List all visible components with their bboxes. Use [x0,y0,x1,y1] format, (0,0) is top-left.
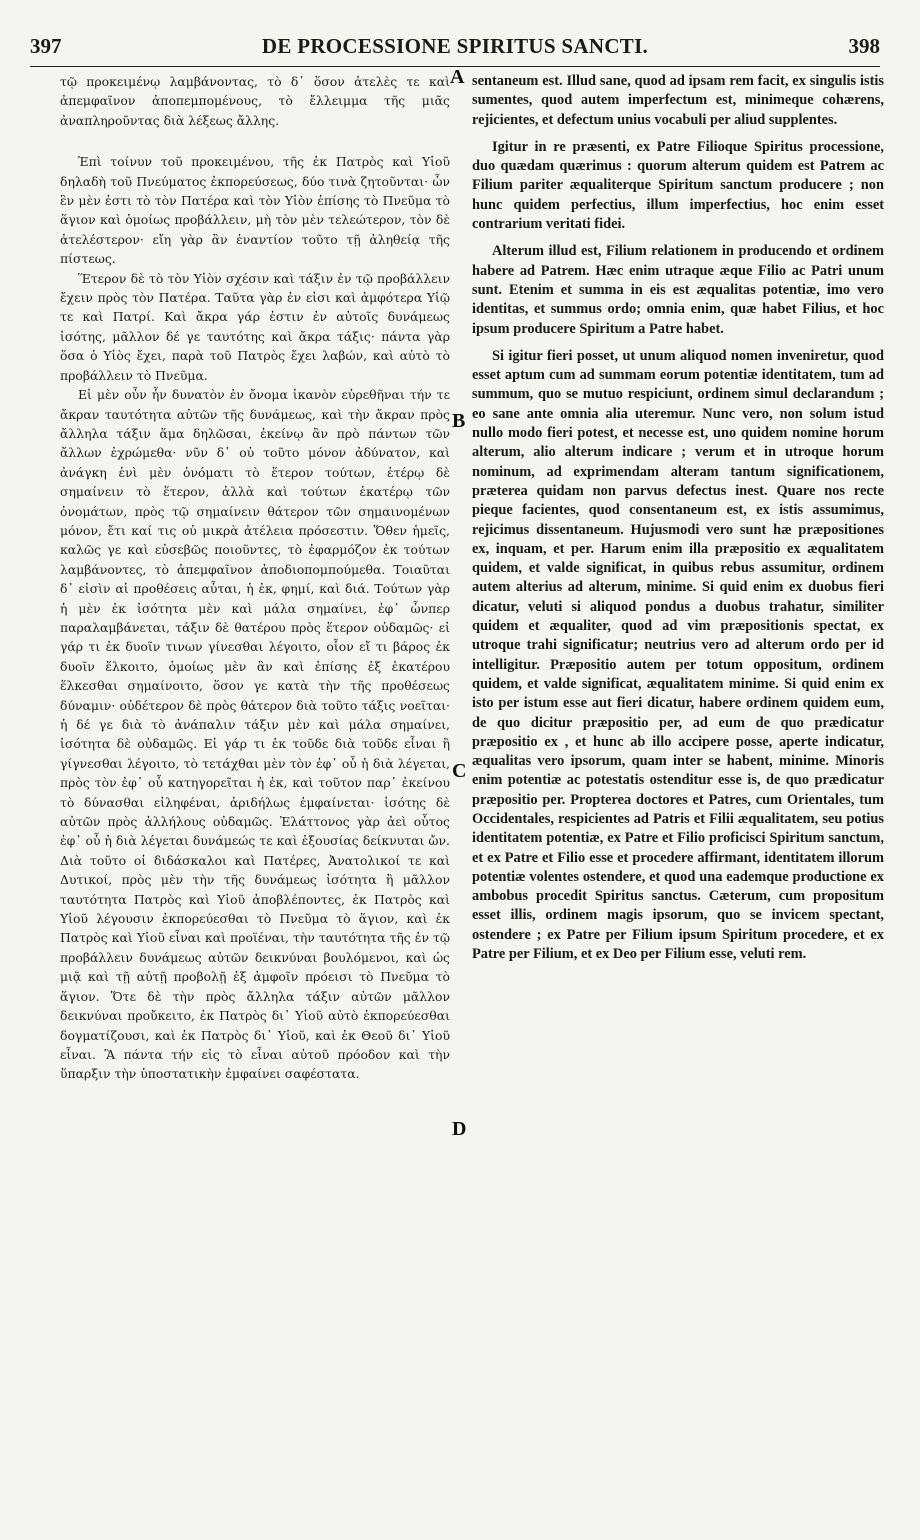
greek-paragraph: τῷ προκειμένῳ λαμβάνοντας, τὸ δ᾽ ὅσον ἀτελὲς τε καὶ ἀπεμφαῖνον ἀποπεμπομένους, τὸ ἔλλειμμα τῆς μιᾶς ἀναπληροῦντας διὰ λέξεως ἄλλης. [60,74,450,128]
latin-paragraph: Alterum illud est, Filium relationem in producendo et ordinem habere ad Patrem. Hæc enim utraque æque Filio ac Patri unum sunt. Etenim et summa in eis est æqualitas potentiæ, imo vero identitas, et summus ordo; omnia enim, quæ habet Filius, et hoc ipsum producere Spiritum a Patre habet. [472,243,884,337]
greek-paragraph: Εἰ μὲν οὖν ἦν δυνατὸν ἐν ὄνομα ἱκανὸν εὑρεθῆναι τήν τε ἄκραν ταυτότητα αὐτῶν τῆς δυνάμεως, καὶ τὴν ἄκραν πρὸς ἄλληλα τάξιν ἅμα δηλῶσαι, ἐκείνῳ ἂν πρὸ πάντων τῶν ἄλλων ἐχρώμεθα· νῦν δ᾽ οὐ τοῦτο μόνον ἀδύνατον, καὶ ἀνάγκη ἑνὶ μὲν ὀνόματι τὸ ἕτερον τούτων, ἑτέρῳ δὲ σημαίνειν τὸ ἕτερον, ἀλλὰ καὶ τούτων ἑκατέρῳ τῶν ὀνομάτων, πρὸς τῷ σημαίνειν θάτερον τῶν σημαινομένων μόνον, ἔτι καί τις οὐ μικρὰ ἀτέλεια πρόσεστιν. Ὅθεν ἡμεῖς, καλῶς γε καὶ εὐσεβῶς ποιοῦντες, τὸ ἐφαρμόζον ἐκ τούτων λαμβάνοντες, τὸ ἀπεμφαῖνον ἀποδιοπομπούμεθα. Τοιαῦται δ᾽ εἰσὶν αἱ προθέσεις αὗται, ἡ ἐκ, φημί, καὶ διά. Τούτων γὰρ ἡ μὲν ἐκ ἰσότητα μὲν καὶ μάλα σημαίνει, ἐφ᾽ ὧνπερ παραλαμβάνεται, τάξιν δὲ θατέρου πρὸς ἕτερον οὐδαμῶς· εἰ γάρ τι ἐκ δυοῖν τινων γίνεσθαι λέγοιτο, οἷον εἴ τι βάρος ἐκ δυοῖν ἕλκοιτο, ὁμοίως μὲν ἂν καὶ ἐπίσης ἐξ ἑκατέρου ἕλκεσθαι σημαίνοιτο, ὅσον γε κατὰ τὴν τῆς προθέσεως δύναμιν· οὐδέτερον δὲ πρὸς θάτερον διὰ τοῦτο τάξις νοεῖται· ἡ δέ γε διὰ τὸ ἀνάπαλιν τάξιν μὲν καὶ μάλα σημαίνει, ἰσότητα δὲ οὐδαμῶς. Εἰ γάρ τι ἐκ τοῦδε διὰ τοῦδε εἶναι ἢ γίγνεσθαι λέγοιτο, τὸ τετάχθαι μὲν τὸν ἐφ᾽ οὗ ἡ διὰ λέγεται, πρὸς τὸν ἐφ᾽ οὗ κατηγορεῖται ἡ ἐκ, καὶ τοῦτον παρ᾽ ἐκείνου τὸ δύνασθαι εἰληφέναι, ἀριδήλως ἐμφαίνεται· ἰσότης δὲ αὐτῶν πρὸς ἀλλήλους οὐδαμῶς. Ἐλάττονος γὰρ ἀεὶ οὗτος ἐφ᾽ οὗ ἡ διὰ λέγεται δυνάμεώς τε καὶ ἐξουσίας δείκνυται ὤν. Διὰ τοῦτο οἱ διδάσκαλοι καὶ Πατέρες, Ἀνατολικοί τε καὶ Δυτικοί, πρὸς μὲν τὴν τῆς δυνάμεως ἰσότητα ἢ μᾶλλον ταυτότητα Πατρὸς καὶ Υἱοῦ ἀποβλέποντες, ἐκ Πατρὸς καὶ Υἱοῦ λέγουσιν ἐκπορεύεσθαι τὸ Πνεῦμα τὸ ἅγιον, καὶ ἐκ Πατρὸς καὶ Υἱοῦ εἶναι καὶ προϊέναι, τὴν ταυτότητα τῆς ἐν τῷ προβάλλειν δυνάμεως αὐτῶν δεικνύναι βουλόμενοι, καὶ ὡς μιᾷ καὶ τῇ αὐτῇ προβολῇ ἐξ ἀμφοῖν πρόεισι τὸ Πνεῦμα τὸ ἅγιον. Ὅτε δὲ τὴν πρὸς ἄλληλα τάξιν αὐτῶν μᾶλλον δεικνύναι προὔκειτο, ἐκ Πατρὸς δι᾽ Υἱοῦ αὐτὸ ἐκπορεύεσθαι δογματίζουσι, καὶ ἐκ Πατρὸς δι᾽ Υἱοῦ, καὶ ἐκ Θεοῦ δι᾽ Υἱοῦ εἶναι. Ἃ πάντα τήν εἰς τὸ εἶναι αὐτοῦ πρόοδον καὶ τὴν ὕπαρξιν τὴν ὑποστατικὴν ἐμφαίνει σαφέστατα. [60,387,450,1082]
greek-paragraph: Ἐπὶ τοίνυν τοῦ προκειμένου, τῆς ἐκ Πατρὸς καὶ Υἱοῦ δηλαδὴ τοῦ Πνεύματος ἐκπορεύσεως, δύο τινὰ ζητοῦνται· ὧν ἓν μὲν ἐστι τὸ τὸν Πατέρα καὶ τὸν Υἱὸν ἐπίσης τὸ Πνεῦμα τὸ ἅγιον καὶ ὁμοίως προβάλλειν, μὴ τὸν μὲν τελεώτερον, τὸν δὲ ἀτελέστερον· εἴη γὰρ ἂν ἐναντίον τοῦτο τῇ ἀληθείᾳ τῆς πίστεως. [60,154,450,267]
margin-marker-b: B [452,410,466,432]
latin-paragraph: Si igitur fieri posset, ut unum aliquod nomen inveniretur, quod esset aptum cum ad summam eorum potentiæ identitatem, tum ad summum, quo se mutuo respiciunt, ordinem simul declarandum ; eo sane ante omnia alia uteremur. Nunc vero, non solum istud nullo modo fieri potest, et necesse est, uno quidem nomine horum alterum, alio alterum indicare ; verum et in utroque horum nominum, ad exprimendam alteram tantum significationem, præterea quidam non parvus defectus inest. Quare nos recte pieque facientes, quod consentaneum est, ex istis assumimus, rejicimus dissentaneum. Hujusmodi vero sunt hæ præpositiones ex, inquam, et per. Harum enim illa præpositio ex æqualitatem quidem, et valde significat, in quibus rebus assumitur, ordinem autem alterius ad alterum, minime. Si quid enim ex duobus fieri dicatur, veluti si aliquod pondus a duobus trahatur, similiter quidem et æqualiter, quod ad vim præpositionis spectat, ex utroque trahi significatur; neutrius vero ad alterum ordo per id intelligitur. Præpositio autem per totum oppositum, ordinem quidem, et valde significat, æqualitatem minime. Si quid enim ex isto per istum esse aut fieri dicatur, habere ordinem quidem eum, de quo dicitur præpositio per, ad eum de quo prædicatur præpositio ex , et hunc ab illo accipere posse, aperte indicatur, æqualitas vero ipsorum, quam inter se habent, minime. Minoris enim potentiæ ac potestatis ostenditur esse is, de quo prædicatur præpositio per. Propterea doctores et Patres, cum Orientales, tum Occidentales, respicientes ad Patris et Filii æqualitatem, seu potius identitatem potentiæ, ex Patre et Filio proficisci Spiritum sanctum, et ex Patre et Filio esse et procedere affirmant, identitatem illorum potentiæ volentes ostendere, et quod una eademque productione ex ambobus procedit Spiritus sanctus. Cæterum, cum propositum esset illis, ordinem magis ipsorum, quo se invicem spectant, ostendere ; ex Patre per Filium ipsum Spiritum procedere, et ex Patre per Filium, et ex Deo per Filium esse, veluti rem. [472,347,884,963]
running-title: DE PROCESSIONE SPIRITUS SANCTI. [261,34,649,58]
greek-paragraph: Ἕτερον δὲ τὸ τὸν Υἱὸν σχέσιν καὶ τάξιν ἐν τῷ προβάλλειν ἔχειν πρὸς τὸν Πατέρα. Ταῦτα γὰρ ἐν εἰσι καὶ ἀμφότερα Υἱῷ τε καὶ Πατρί. Καὶ ἄκρα γάρ ἐστιν ἐν αὐτοῖς δυνάμεως ἰσότης, μᾶλλον δέ γε ταυτότης καὶ ἄκρα τάξις· πάντα γὰρ ὅσα ὁ Υἱὸς ἔχει, παρὰ τοῦ Πατρὸς ἔχει λαβών, καὶ αὐτὸ τὸ προβάλλειν τὸ Πνεῦμα. [60,270,450,383]
latin-paragraph: sentaneum est. Illud sane, quod ad ipsam rem facit, ex singulis istis sumentes, quod autem imperfectum est, minimeque cohærens, rejicientes, et defectum unius vocabuli per aliud supplentes. [472,73,884,128]
latin-column [472,72,884,1532]
margin-marker-c: C [452,760,467,782]
running-header [30,30,880,67]
margin-marker-d: D [452,1118,467,1140]
margin-marker-a: A [450,66,465,88]
latin-paragraph: Igitur in re præsenti, ex Patre Filioque Spiritus processione, duo quædam quærimus : quorum alterum quidem est Patrem ac Filium pariter æqualiterque Spiritum sanctum producere ; non hunc quidem perfectius, illum imperfectius, hoc enim esset contrarium veritati fidei. [472,138,884,233]
greek-column [60,72,450,1512]
page-number-left: 397 [30,34,62,58]
page-number-right: 398 [848,34,880,58]
